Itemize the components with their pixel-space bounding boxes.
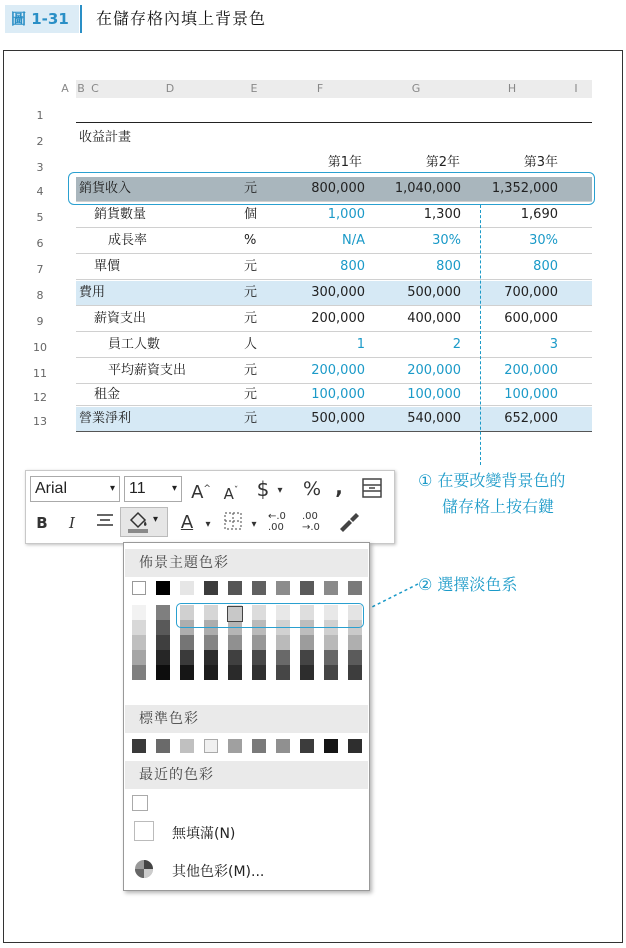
column-header-a[interactable]: A <box>61 82 69 95</box>
figure-divider <box>80 5 82 33</box>
font-size-combo[interactable] <box>124 476 182 502</box>
input-value-cell[interactable]: 30% <box>529 233 558 248</box>
input-value-cell[interactable]: 200,000 <box>311 363 365 378</box>
standard-color-swatch[interactable] <box>252 739 266 753</box>
theme-colors-header: 佈景主題色彩 <box>125 549 368 577</box>
year-header-cell[interactable]: 第2年 <box>425 155 460 170</box>
currency-format-button[interactable]: $ <box>256 477 270 501</box>
mini-toolbar <box>25 470 395 544</box>
theme-shade-swatch[interactable] <box>300 665 314 680</box>
borders-icon[interactable] <box>222 511 244 535</box>
row-divider <box>76 331 592 332</box>
value-cell[interactable]: 300,000 <box>311 285 365 300</box>
theme-color-swatch[interactable] <box>228 581 242 595</box>
unit-cell[interactable]: 元 <box>244 411 258 426</box>
row-header[interactable]: 6 <box>36 237 44 250</box>
light-shade-callout-outline <box>176 603 364 628</box>
input-value-cell[interactable]: 100,000 <box>311 387 365 402</box>
format-painter-icon[interactable] <box>336 511 362 535</box>
row-header[interactable]: 9 <box>36 315 44 328</box>
row-divider <box>76 383 592 384</box>
column-header-h[interactable]: H <box>507 82 517 95</box>
theme-shade-swatch[interactable] <box>324 650 338 665</box>
grow-font-button[interactable]: A^ <box>191 482 211 503</box>
unit-cell[interactable]: 元 <box>244 387 258 402</box>
row-divider <box>76 357 592 358</box>
figure-title: 在儲存格內填上背景色 <box>96 9 267 28</box>
row-header[interactable]: 8 <box>36 289 44 302</box>
format-cells-icon[interactable] <box>360 477 384 501</box>
row-header[interactable]: 2 <box>36 135 44 148</box>
unit-cell[interactable]: 元 <box>244 259 258 274</box>
theme-shade-swatch[interactable] <box>300 635 314 650</box>
input-value-cell[interactable]: 1 <box>356 337 365 352</box>
selected-color-swatch[interactable] <box>227 606 243 622</box>
theme-color-swatch[interactable] <box>132 581 146 595</box>
unit-cell[interactable]: 人 <box>244 337 258 352</box>
recent-color-swatch[interactable] <box>132 795 148 811</box>
fill-color-dropdown <box>123 542 370 891</box>
step1-callout-line1: ① 在要改變背景色的 <box>418 471 566 490</box>
row-divider <box>76 405 592 406</box>
theme-shade-swatch[interactable] <box>156 665 170 680</box>
theme-shade-swatch[interactable] <box>132 605 146 620</box>
unit-cell[interactable]: 元 <box>244 181 258 196</box>
unit-cell[interactable]: 元 <box>244 363 258 378</box>
standard-color-swatch[interactable] <box>300 739 314 753</box>
label-cell[interactable]: 銷貨收入 <box>79 181 132 196</box>
input-value-cell[interactable]: 3 <box>549 337 558 352</box>
theme-shade-column <box>132 605 146 680</box>
theme-color-swatch[interactable] <box>252 581 266 595</box>
row-divider <box>76 253 592 254</box>
theme-shade-swatch[interactable] <box>204 635 218 650</box>
increase-decimal-button[interactable]: ←.0 .00 <box>268 511 286 533</box>
value-cell[interactable]: 800,000 <box>311 181 365 196</box>
row-divider <box>76 279 592 280</box>
column-header-d[interactable]: D <box>165 82 175 95</box>
dropdown-arrow-icon[interactable]: ▾ <box>205 519 211 530</box>
label-cell[interactable]: 薪資支出 <box>94 311 147 326</box>
row-header[interactable]: 11 <box>33 367 47 380</box>
theme-shade-swatch[interactable] <box>156 605 170 620</box>
standard-color-swatch[interactable] <box>348 739 362 753</box>
dropdown-arrow-icon[interactable]: ▾ <box>251 519 257 530</box>
input-value-cell[interactable]: 800 <box>533 259 558 274</box>
callout-leader-line <box>480 205 481 465</box>
theme-shade-swatch[interactable] <box>228 650 242 665</box>
input-value-cell[interactable]: 100,000 <box>504 387 558 402</box>
theme-shade-swatch[interactable] <box>132 635 146 650</box>
unit-cell[interactable]: 元 <box>244 311 258 326</box>
font-name-value: Arial <box>35 480 68 497</box>
theme-shade-swatch[interactable] <box>324 665 338 680</box>
dropdown-arrow-icon[interactable]: ▾ <box>153 514 159 525</box>
value-cell[interactable]: 1,300 <box>423 207 461 222</box>
no-fill-swatch <box>134 821 154 841</box>
standard-color-swatch[interactable] <box>324 739 338 753</box>
value-cell[interactable]: 500,000 <box>407 285 461 300</box>
theme-shade-swatch[interactable] <box>180 665 194 680</box>
input-value-cell[interactable]: 200,000 <box>504 363 558 378</box>
value-cell[interactable]: 540,000 <box>407 411 461 426</box>
theme-shade-swatch[interactable] <box>348 665 362 680</box>
standard-colors-header: 標準色彩 <box>125 705 368 733</box>
row-divider <box>76 227 592 228</box>
column-header-b[interactable]: B <box>77 82 85 95</box>
theme-shade-swatch[interactable] <box>204 650 218 665</box>
value-cell[interactable]: 400,000 <box>407 311 461 326</box>
theme-shade-swatch[interactable] <box>180 635 194 650</box>
italic-button[interactable]: I <box>69 514 75 532</box>
theme-color-swatch[interactable] <box>324 581 338 595</box>
theme-shade-swatch[interactable] <box>348 635 362 650</box>
row-header[interactable]: 10 <box>33 341 47 354</box>
table-bottom-rule <box>76 431 592 432</box>
theme-shade-swatch[interactable] <box>204 665 218 680</box>
theme-color-swatch[interactable] <box>156 581 170 595</box>
theme-shade-swatch[interactable] <box>156 650 170 665</box>
sheet-title-cell[interactable]: 收益計畫 <box>79 130 132 145</box>
row-header[interactable]: 13 <box>33 415 47 428</box>
theme-color-swatch[interactable] <box>204 581 218 595</box>
row-header[interactable]: 4 <box>36 185 44 198</box>
step2-callout: ② 選擇淡色系 <box>418 575 518 594</box>
align-center-icon[interactable] <box>94 511 116 535</box>
figure-label: 圖 1-31 <box>5 5 79 33</box>
row-divider <box>76 305 592 306</box>
theme-shade-swatch[interactable] <box>276 650 290 665</box>
value-cell[interactable]: 1,040,000 <box>394 181 461 196</box>
column-header-g[interactable]: G <box>411 82 421 95</box>
color-wheel-icon <box>134 859 154 879</box>
theme-shade-swatch[interactable] <box>132 650 146 665</box>
column-header-i[interactable]: I <box>574 82 578 95</box>
font-name-combo[interactable] <box>30 476 120 502</box>
input-value-cell[interactable]: 30% <box>432 233 461 248</box>
unit-cell[interactable]: 個 <box>244 207 258 222</box>
value-cell[interactable]: 500,000 <box>311 411 365 426</box>
label-cell[interactable]: 費用 <box>79 285 106 300</box>
theme-color-swatch[interactable] <box>180 581 194 595</box>
recent-colors-header: 最近的色彩 <box>125 761 368 789</box>
input-value-cell[interactable]: 800 <box>340 259 365 274</box>
shrink-font-button[interactable]: $A^ˇ$ <box>223 485 239 503</box>
decrease-decimal-button[interactable]: .00 →.0 <box>302 511 320 533</box>
theme-shade-swatch[interactable] <box>156 635 170 650</box>
theme-color-swatch[interactable] <box>276 581 290 595</box>
theme-shade-swatch[interactable] <box>276 665 290 680</box>
standard-color-swatch[interactable] <box>132 739 146 753</box>
selection-callout-outline <box>68 172 595 205</box>
row-header[interactable]: 1 <box>36 109 44 122</box>
comma-style-button[interactable]: , <box>335 475 343 499</box>
row-header[interactable]: 5 <box>36 211 44 224</box>
label-cell[interactable]: 員工人數 <box>108 337 161 352</box>
input-value-cell[interactable]: 200,000 <box>407 363 461 378</box>
value-cell[interactable]: 200,000 <box>311 311 365 326</box>
unit-cell[interactable]: 元 <box>244 285 258 300</box>
theme-shade-swatch[interactable] <box>252 650 266 665</box>
theme-color-swatch[interactable] <box>348 581 362 595</box>
theme-shade-column <box>156 605 170 680</box>
unit-cell[interactable]: % <box>244 233 257 248</box>
theme-shade-swatch[interactable] <box>228 665 242 680</box>
theme-shade-swatch[interactable] <box>252 665 266 680</box>
dropdown-arrow-icon[interactable]: ▾ <box>171 483 177 494</box>
theme-shade-swatch[interactable] <box>156 620 170 635</box>
bold-button[interactable]: B <box>36 514 48 532</box>
dropdown-arrow-icon[interactable]: ▾ <box>109 483 115 494</box>
input-value-cell[interactable]: N/A <box>342 233 365 248</box>
input-value-cell[interactable]: 100,000 <box>407 387 461 402</box>
label-cell[interactable]: 租金 <box>94 387 121 402</box>
year-header-cell[interactable]: 第1年 <box>327 155 362 170</box>
row-header[interactable]: 12 <box>33 391 47 404</box>
theme-shade-swatch[interactable] <box>252 635 266 650</box>
paint-bucket-icon <box>127 510 149 534</box>
more-colors-menu-item[interactable]: 其他色彩(M)... <box>172 864 265 880</box>
theme-shade-swatch[interactable] <box>324 635 338 650</box>
standard-color-swatch[interactable] <box>180 739 194 753</box>
theme-shade-swatch[interactable] <box>228 635 242 650</box>
value-cell[interactable]: 652,000 <box>504 411 558 426</box>
label-cell[interactable]: 營業淨利 <box>79 411 132 426</box>
column-header-c[interactable]: C <box>91 82 99 95</box>
font-color-button[interactable]: A <box>180 512 194 533</box>
row-header[interactable]: 7 <box>36 263 44 276</box>
value-cell[interactable]: 600,000 <box>504 311 558 326</box>
step1-callout-line2: 儲存格上按右鍵 <box>442 497 555 516</box>
theme-shade-swatch[interactable] <box>348 650 362 665</box>
font-size-value: 11 <box>129 480 146 497</box>
theme-shade-swatch[interactable] <box>180 650 194 665</box>
percent-style-button[interactable]: % <box>302 478 322 500</box>
label-cell[interactable]: 單價 <box>94 259 121 274</box>
standard-color-swatch[interactable] <box>228 739 242 753</box>
theme-shade-swatch[interactable] <box>276 635 290 650</box>
row-header[interactable]: 3 <box>36 161 44 174</box>
no-fill-menu-item[interactable]: 無填滿(N) <box>172 826 236 842</box>
label-cell[interactable]: 平均薪資支出 <box>108 363 187 378</box>
input-value-cell[interactable]: 1,000 <box>327 207 365 222</box>
year-header-cell[interactable]: 第3年 <box>523 155 558 170</box>
theme-color-swatch[interactable] <box>300 581 314 595</box>
dropdown-arrow-icon[interactable]: ▾ <box>277 485 283 496</box>
standard-color-swatch[interactable] <box>156 739 170 753</box>
value-cell[interactable]: 1,690 <box>520 207 558 222</box>
theme-shade-swatch[interactable] <box>132 620 146 635</box>
label-cell[interactable]: 銷貨數量 <box>94 207 147 222</box>
standard-color-swatch[interactable] <box>276 739 290 753</box>
theme-shade-swatch[interactable] <box>132 665 146 680</box>
table-top-rule <box>76 122 592 123</box>
fill-color-button[interactable] <box>120 507 168 537</box>
input-value-cell[interactable]: 2 <box>452 337 461 352</box>
value-cell[interactable]: 700,000 <box>504 285 558 300</box>
column-header-f[interactable]: F <box>316 82 324 95</box>
column-header-e[interactable]: E <box>250 82 258 95</box>
label-cell[interactable]: 成長率 <box>108 233 148 248</box>
theme-shade-swatch[interactable] <box>300 650 314 665</box>
value-cell[interactable]: 1,352,000 <box>491 181 558 196</box>
standard-color-swatch[interactable] <box>204 739 218 753</box>
input-value-cell[interactable]: 800 <box>436 259 461 274</box>
